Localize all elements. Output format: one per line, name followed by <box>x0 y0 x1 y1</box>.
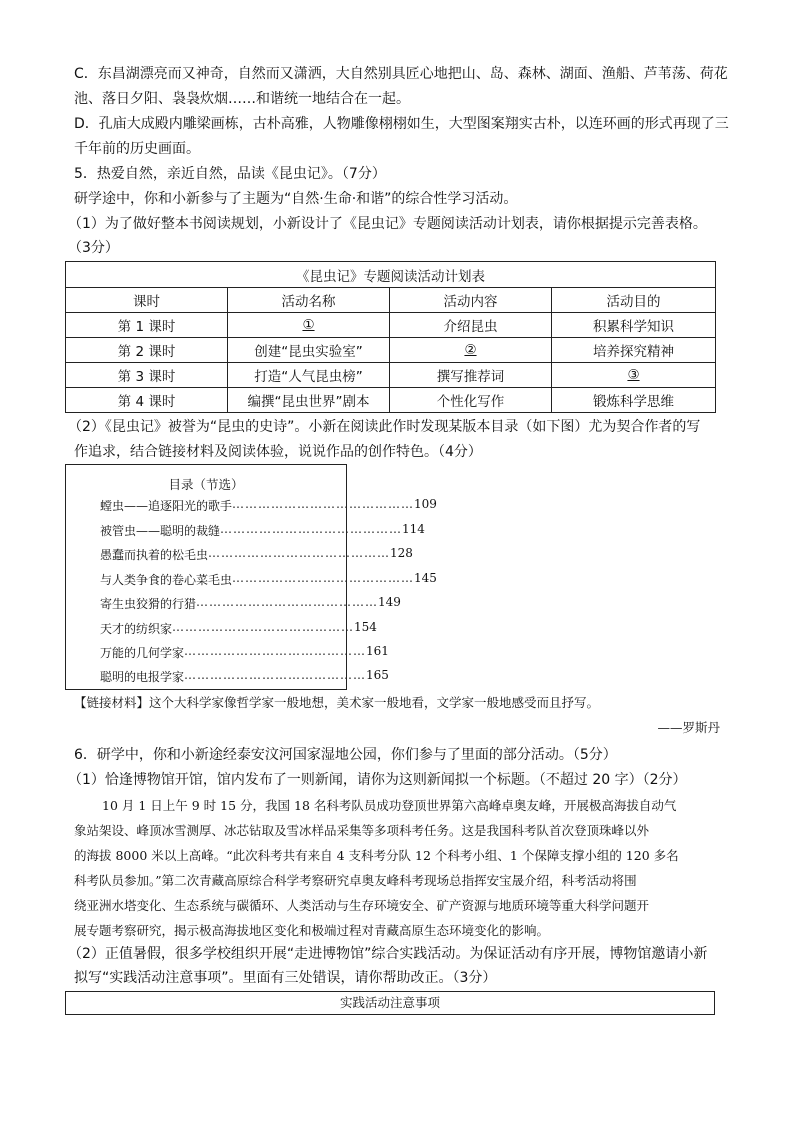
table-header-row <box>66 288 716 313</box>
q5-sub2-line1: （2）《昆虫记》被誉为“昆虫的史诗”。小新在阅读此作时发现某版本目录（如下图）尤为契合作者的写 <box>68 419 701 435</box>
toc-entry <box>100 571 437 588</box>
toc-leader: …………………………………… <box>196 595 379 609</box>
toc-entry <box>100 497 437 514</box>
toc-entry-title: 聪明的电报学家 <box>100 670 185 684</box>
option-c-line1: C．东昌湖漂亮而又神奇，自然而又潇洒，大自然别具匠心地把山、岛、森林、湖面、渔船、芦苇荡、荷花 <box>74 66 728 82</box>
table-cell: 培养探究精神 <box>552 338 716 363</box>
link-material: 【链接材料】这个大科学家像哲学家一般地想，美术家一般地看，文学家一般地感受而且抒写。 <box>74 695 600 710</box>
toc-entry <box>100 595 401 612</box>
activity-plan-table <box>65 261 716 413</box>
toc-entry-page: 145 <box>414 571 437 585</box>
table-header: 活动目的 <box>552 288 716 313</box>
toc-leader: …………………………………… <box>172 620 355 634</box>
table-title: 《昆虫记》专题阅读活动计划表 <box>66 262 716 288</box>
toc-entry-title: 愚蠢而执着的松毛虫 <box>100 548 209 562</box>
q6-title: 6．研学中，你和小新途经泰安汶河国家湿地公园，你们参与了里面的部分活动。（5分） <box>74 747 617 763</box>
table-cell: 撰写推荐词 <box>390 363 552 388</box>
option-d-line1: D．孔庙大成殿内雕梁画栋，古朴高雅，人物雕像栩栩如生，大型图案翔实古朴，以连环画的形式再现了三 <box>74 116 729 132</box>
q5-title: 5．热爱自然，亲近自然，品读《昆虫记》。（7分） <box>74 166 386 182</box>
toc-entry-page: 154 <box>354 620 377 634</box>
news-line: 10 月 1 日上午 9 时 15 分，我国 18 名科考队员成功登顶世界第六高峰卓奥友峰，开展极高海拔自动气 <box>102 798 677 813</box>
q5-sub2-line2: 作追求，结合链接材料及阅读体验，说说作品的创作特色。（4分） <box>74 444 482 460</box>
toc-entry <box>100 546 413 563</box>
table-cell: 创建“昆虫实验室” <box>228 338 390 363</box>
toc-leader: …………………………………… <box>232 571 415 585</box>
toc-entry-page: 114 <box>402 522 425 536</box>
news-line: 展专题考察研究，揭示极高海拔地区变化和极端过程对青藏高原生态环境变化的影响。 <box>74 923 550 938</box>
q5-sub1-line2: （3分） <box>68 240 119 256</box>
q6-sub2-line2: 拟写“实践活动注意事项”。里面有三处错误，请你帮助改正。（3分） <box>74 970 497 986</box>
toc-entry-page: 109 <box>414 497 437 511</box>
toc-entry-page: 165 <box>366 668 389 682</box>
toc-entry-title: 万能的几何学家 <box>100 646 185 660</box>
q6-sub1: （1）恰逢博物馆开馆，馆内发布了一则新闻，请你为这则新闻拟一个标题。（不超过 20 字）（2分） <box>68 772 687 788</box>
table-cell: 第 3 课时 <box>66 363 228 388</box>
toc-leader: …………………………………… <box>220 522 403 536</box>
toc-entry-title: 与人类争食的卷心菜毛虫 <box>100 573 233 587</box>
news-line: 绕亚洲水塔变化、生态系统与碳循环、人类活动与生存环境安全、矿产资源与地质环境等重大科学问题开 <box>74 898 650 913</box>
table-cell: 编撰“昆虫世界”剧本 <box>228 388 390 413</box>
table-cell: 第 1 课时 <box>66 313 228 338</box>
toc-entry-title: 寄生虫狡猾的行猎 <box>100 597 197 611</box>
table-row <box>66 388 716 413</box>
toc-leader: …………………………………… <box>232 497 415 511</box>
blank-3: ③ <box>552 363 716 388</box>
toc-entry <box>100 644 389 661</box>
table-cell: 个性化写作 <box>390 388 552 413</box>
blank-1: ① <box>228 313 390 338</box>
table-row <box>66 338 716 363</box>
option-d-line2: 千年前的历史画面。 <box>74 141 200 157</box>
news-line: 的海拔 8000 米以上高峰。“此次科考共有来自 4 支科考分队 12 个科考小组、1 个保障支撑小组的 120 多名 <box>74 848 679 863</box>
toc-entry-title: 被管虫——聪明的裁缝 <box>100 524 221 538</box>
q6-sub2-line1: （2）正值暑假，很多学校组织开展“走进博物馆”综合实践活动。为保证活动有序开展，博物馆邀请小新 <box>68 946 708 962</box>
option-c-line2: 池、落日夕阳、袅袅炊烟……和谐统一地结合在一起。 <box>74 91 410 107</box>
toc-entry <box>100 522 425 539</box>
table-header: 活动内容 <box>390 288 552 313</box>
toc-leader: …………………………………… <box>184 668 367 682</box>
table-header: 课时 <box>66 288 228 313</box>
notice-table-title: 实践活动注意事项 <box>65 991 715 1015</box>
toc-entry-title: 天才的纺织家 <box>100 622 173 636</box>
toc-heading: 目录（节选） <box>168 477 244 492</box>
table-cell: 介绍昆虫 <box>390 313 552 338</box>
table-cell: 锻炼科学思维 <box>552 388 716 413</box>
table-cell: 积累科学知识 <box>552 313 716 338</box>
q5-intro: 研学途中，你和小新参与了主题为“自然·生命·和谐”的综合性学习活动。 <box>74 191 518 207</box>
table-cell: 第 2 课时 <box>66 338 228 363</box>
table-row <box>66 313 716 338</box>
table-cell: 第 4 课时 <box>66 388 228 413</box>
table-of-contents-box <box>65 464 437 690</box>
blank-2: ② <box>390 338 552 363</box>
toc-entry <box>100 620 377 637</box>
toc-leader: …………………………………… <box>184 644 367 658</box>
toc-entry-title: 螳虫——追逐阳光的歌手 <box>100 499 233 513</box>
table-header: 活动名称 <box>228 288 390 313</box>
toc-entry-page: 128 <box>390 546 413 560</box>
news-line: 科考队员参加。”第二次青藏高原综合科学考察研究卓奥友峰科考现场总指挥安宝晟介绍，科考活动将围 <box>74 873 637 888</box>
toc-leader: …………………………………… <box>208 546 391 560</box>
toc-entry <box>100 668 389 685</box>
news-line: 象站架设、峰顶冰雪测厚、冰芯钻取及雪冰样品采集等多项科考任务。这是我国科考队首次登顶珠峰以外 <box>74 823 650 838</box>
link-author: ——罗斯丹 <box>657 720 720 735</box>
toc-entry-page: 161 <box>366 644 389 658</box>
toc-entry-page: 149 <box>378 595 401 609</box>
table-cell: 打造“人气昆虫榜” <box>228 363 390 388</box>
q5-sub1-line1: （1）为了做好整本书阅读规划，小新设计了《昆虫记》专题阅读活动计划表，请你根据提示完善表格。 <box>68 216 707 232</box>
table-row <box>66 363 716 388</box>
